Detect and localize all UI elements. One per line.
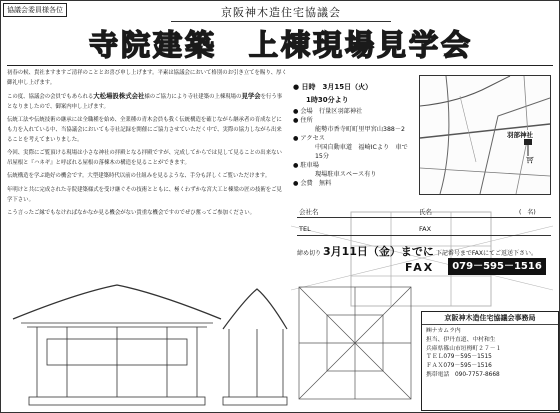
fee-row: ● 会費 無料 (293, 180, 332, 187)
fax-return-label: FAX (405, 261, 435, 274)
company-name: 大松場設株式会社 (93, 92, 145, 101)
contact-tel: ＴＥＬ079－595－1515 (426, 354, 492, 361)
letter-text: を行う事となりましたので、御案内申し上げます。 (7, 94, 283, 110)
parking-value: 現場駐車スペース有り (315, 171, 377, 178)
deadline-prefix: 締め切り (297, 250, 322, 257)
contact-line: ㈱ナカムラ内 (426, 328, 461, 334)
address-value: 能勢市香寺町町里甲宮山388－2 (315, 126, 405, 133)
date-value: 3月15日（火） (322, 83, 373, 91)
deadline-instruction: 下記番号までFAXにてご返送下さい。 (435, 250, 537, 257)
parking-label: ● 駐車場 (293, 162, 319, 169)
venue-row: ● 会場 行量区羽部神社 (293, 108, 363, 115)
access-value: 中国自動車道 福崎ICより 車で15分 (315, 144, 408, 160)
address-label: ● 住所 (293, 117, 313, 124)
company-name-field[interactable] (297, 207, 551, 218)
addressee-label: 協議会委員様各位 (3, 3, 67, 17)
letter-paragraph: 伝統構造を学ぶ絶好の機会です。大型建築時代以前の仕組みを見るような、手分も詳しくご覧いただけます。 (7, 173, 271, 180)
title-divider (7, 65, 553, 66)
venue-label: 会場 (300, 108, 313, 115)
event-time-row: 1時30分より (306, 96, 349, 104)
contact-line: 担当、伊丹直道、中村和生 (426, 336, 496, 343)
venue-value: 行量区羽部神社 (318, 108, 363, 115)
name-field-label: 氏名 (419, 208, 432, 216)
letter-text: この度、協議会の会員でもあられる (7, 94, 94, 101)
people-count-label: ( 名) (519, 209, 536, 216)
letter-paragraph: 伝統工法や伝統技術の継承には全職種を始め、全業種の青木会員も我く伝統構造を確じながら継承者の育成などにも力を入れている中、当協議会においても寺社記録を開催にご協力させていただく中で、実際の協力しながら出来ることを考えてまいりました。 (7, 117, 282, 143)
contact-line: 兵庫県篠山市垣栂町２７－１ (426, 345, 502, 352)
letter-text: 様のご協力により寺社建築の上棟現場の (144, 94, 242, 101)
map-shrine-label: 羽部神社 (507, 131, 533, 139)
roof-framing-plan (291, 279, 419, 407)
page-title: 寺院建築 上棟現場見学会 (88, 28, 473, 62)
contact-fax: ＦＡＸ079－595－1516 (426, 363, 492, 370)
letter-paragraph: 今回、実際にご覧頂ける現場は小さな神社の拝殿となる拝殿ですが、完成してからでは見して見ることの出来ない吊屋根と『ハネギ』と呼ばれる屋根の落棟木の構造を見ることができます。 (7, 150, 282, 166)
letter-paragraph: こう言ったご縁でもなければなかなか見る機会がない貴重な機会ですのでぜひ奮ってご参加ください。 (7, 210, 255, 217)
company-field-label: 会社名 (299, 208, 319, 216)
contact-box (421, 311, 559, 411)
letter-paragraph (7, 92, 287, 112)
location-map (419, 75, 551, 195)
organization-name: 京阪神木造住宅協議会 (171, 4, 391, 22)
fee-value: 無料 (318, 180, 332, 187)
event-name: 見学会 (241, 92, 261, 101)
fee-label: 会費 (300, 180, 313, 187)
contact-mobile: 携帯電話 090-7757-8668 (426, 371, 500, 378)
date-label: 日時 (301, 83, 316, 91)
fax-return-number: 079－595－1516 (448, 258, 546, 275)
letter-paragraph: 初春の候、貴社ますますご清祥のこととお喜び申し上げます。平素は協議会において格別のお引き立てを賜り、厚く御礼申し上げます。 (7, 70, 287, 86)
tel-field-label: TEL (299, 225, 311, 233)
fax-field-label: FAX (419, 225, 432, 233)
access-label: ● アクセス (293, 135, 325, 142)
invitation-letter (7, 69, 287, 223)
event-info (293, 81, 411, 188)
tel-fax-field[interactable] (297, 225, 551, 236)
contact-title: 京阪神木造住宅協議会事務局 (422, 312, 558, 325)
event-date-row: ● 日時 3月15日（火） (293, 83, 373, 91)
deadline-date: 3月11日（金）までに (322, 245, 434, 258)
shrine-elevation-drawing (7, 279, 289, 407)
deadline-note (297, 243, 551, 259)
letter-paragraph: 年明けと共に完成された寺院建築様式を受け継ぐその技術とともに、極くわずかな宮大工と棟梁の匠の技術をご見学下さい。 (7, 186, 282, 203)
svg-text:⛩: ⛩ (526, 157, 534, 164)
